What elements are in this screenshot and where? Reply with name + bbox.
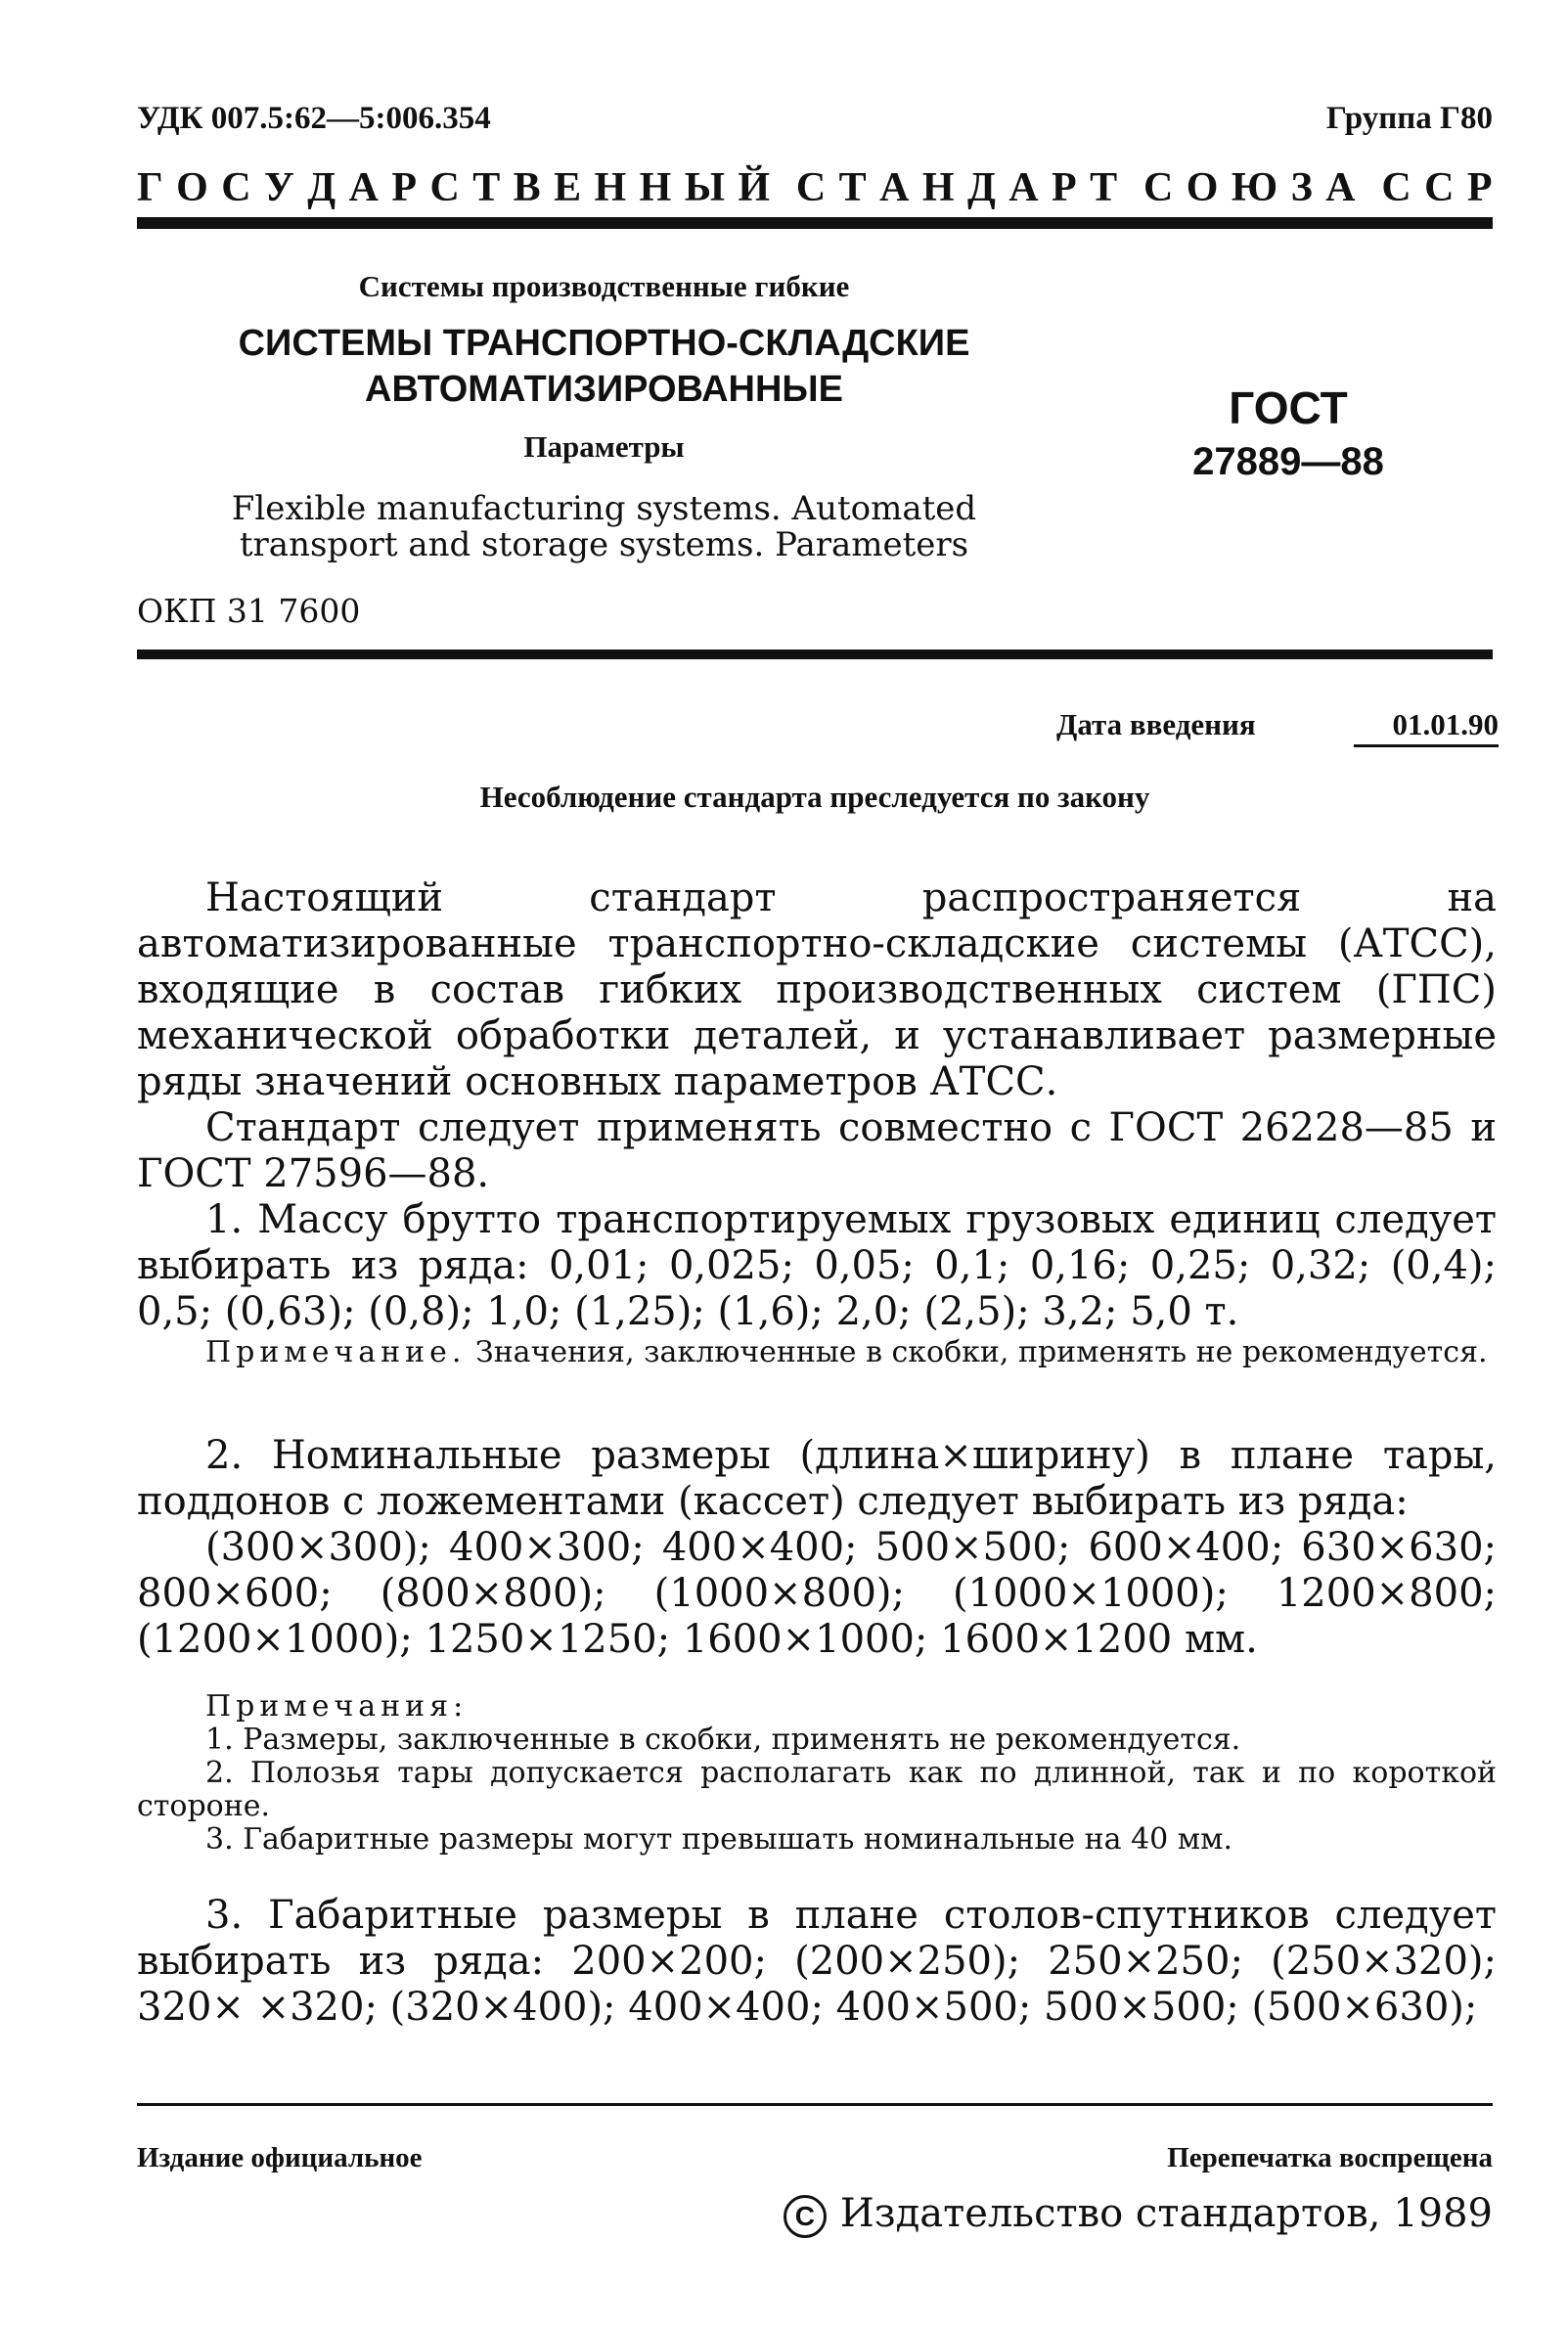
okp-code: ОКП 31 7600 <box>137 592 361 630</box>
copyright-line <box>784 2191 1493 2238</box>
heading-letter: Т <box>472 165 501 210</box>
paragraph-item-3: 3. Габаритные размеры в плане столов-спутников следует выбирать из ряда: 200×200; (200×250); 250×250; (250×320); 320× ×320; (320×400); 400×400; 400×500; 500×500; (500×630); <box>137 1893 1497 2030</box>
state-standard-heading <box>137 164 1493 211</box>
header-rule <box>137 217 1493 229</box>
heading-letter: С <box>795 165 827 210</box>
heading-letter: Ю <box>1231 165 1278 210</box>
note-1-text: Значения, заключенные в скобки, применять не рекомендуется. <box>475 1335 1488 1369</box>
heading-letter: Т <box>1090 165 1118 210</box>
gost-number: 27889—88 <box>1192 440 1384 483</box>
note-item: 3. Габаритные размеры могут превышать номинальные на 40 мм. <box>205 1822 1232 1857</box>
item-2-series: (300×300); 400×300; 400×400; 500×500; 600×400; 630×630; 800×600; (800×800); (1000×800); (1000×1000); 1200×800; (1200×1000); 1250×1250; 1600×1000; 1600×1200 мм. <box>137 1525 1497 1662</box>
paragraph-item-2: 2. Номинальные размеры (длина×ширину) в плане тары, поддонов с ложементами (кассет) следует выбирать из ряда: <box>137 1433 1497 1524</box>
heading-letter: Т <box>838 165 867 210</box>
body-text <box>137 875 1497 1335</box>
heading-letter: В <box>513 165 541 210</box>
heading-letter: С <box>1381 165 1411 210</box>
heading-letter: Р <box>1052 165 1077 210</box>
paragraph-item-1: 1. Массу брутто транспортируемых грузовых единиц следует выбирать из ряда: 0,01; 0,025; 0,05; 0,1; 0,16; 0,25; 0,32; (0,4); 0,5; (0,63); (0,8); 1,0; (1,25); (1,6); 2,0; (2,5); 3,2; 5,0 т. <box>137 1197 1497 1334</box>
date-label: Дата введения <box>1056 707 1256 741</box>
note-1 <box>137 1336 1497 1369</box>
note-1-label: Примечание. <box>205 1335 467 1369</box>
title-bottom-rule <box>137 649 1493 659</box>
heading-letter: Н <box>921 165 955 210</box>
udk-code: УДК 007.5:62—5:006.354 <box>137 101 491 136</box>
english-title-line-1: Flexible manufacturing systems. Automated <box>231 489 977 528</box>
item-3 <box>137 1893 1497 2031</box>
copyright-text: Издательство стандартов, 1989 <box>839 2191 1493 2236</box>
gost-label: ГОСТ <box>1229 382 1348 433</box>
item-2 <box>137 1433 1497 1663</box>
footer-official-edition: Издание официальное <box>137 2142 423 2173</box>
paragraph-usage: Стандарт следует применять совместно с ГОСТ 26228—85 и ГОСТ 27596—88. <box>137 1105 1497 1196</box>
heading-letter: С <box>1142 165 1174 210</box>
heading-letter: Г <box>137 165 163 210</box>
paragraph-scope: Настоящий стандарт распространяется на автоматизированные транспортно-складские системы (АТСС), входящие в состав гибких производственных систем (ГПС) механической обработки деталей, и устанавливает размерные ряды значений основных параметров АТСС. <box>137 875 1497 1104</box>
heading-letter: Е <box>554 165 582 210</box>
heading-letter: Н <box>639 165 672 210</box>
footer-reprint-notice: Перепечатка воспрещена <box>1167 2142 1493 2173</box>
heading-letter: С <box>1424 165 1455 210</box>
heading-letter: А <box>348 165 379 210</box>
heading-letter: А <box>879 165 910 210</box>
heading-letter: А <box>1325 165 1356 210</box>
heading-letter: Р <box>391 165 418 210</box>
heading-letter: С <box>221 165 251 210</box>
heading-letter: Н <box>594 165 627 210</box>
title-line-1: СИСТЕМЫ ТРАНСПОРТНО-СКЛАДСКИЕ <box>238 323 970 364</box>
law-notice: Несоблюдение стандарта преследуется по закону <box>479 780 1150 814</box>
heading-letter: О <box>176 165 208 210</box>
heading-letter: Р <box>1466 165 1493 210</box>
note-item: 2. Полозья тары допускается располагать как по длинной, так и по короткой стороне. <box>137 1756 1497 1823</box>
heading-letter: Й <box>738 165 771 210</box>
footer-rule <box>137 2103 1493 2106</box>
heading-letter: Д <box>307 165 336 210</box>
heading-letter: О <box>1186 165 1219 210</box>
params-label: Параметры <box>523 429 685 464</box>
group-code: Группа Г80 <box>1325 101 1493 136</box>
heading-letter: С <box>429 165 460 210</box>
copyright-icon: C <box>784 2195 827 2238</box>
heading-letter: Д <box>966 165 996 210</box>
english-title-line-2: transport and storage systems. Parameters <box>239 525 969 564</box>
notes-label: Примечания: <box>205 1689 469 1724</box>
title-line-2: АВТОМАТИЗИРОВАННЫЕ <box>365 369 843 410</box>
note-item: 1. Размеры, заключенные в скобки, применять не рекомендуется. <box>205 1723 1241 1757</box>
date-value: 01.01.90 <box>1354 707 1499 747</box>
notes-2 <box>137 1690 1497 1857</box>
heading-letter: У <box>264 165 294 210</box>
heading-letter: З <box>1290 165 1313 210</box>
system-subtitle: Системы производственные гибкие <box>358 269 850 303</box>
heading-letter: А <box>1008 165 1039 210</box>
heading-letter: Ы <box>684 165 725 210</box>
